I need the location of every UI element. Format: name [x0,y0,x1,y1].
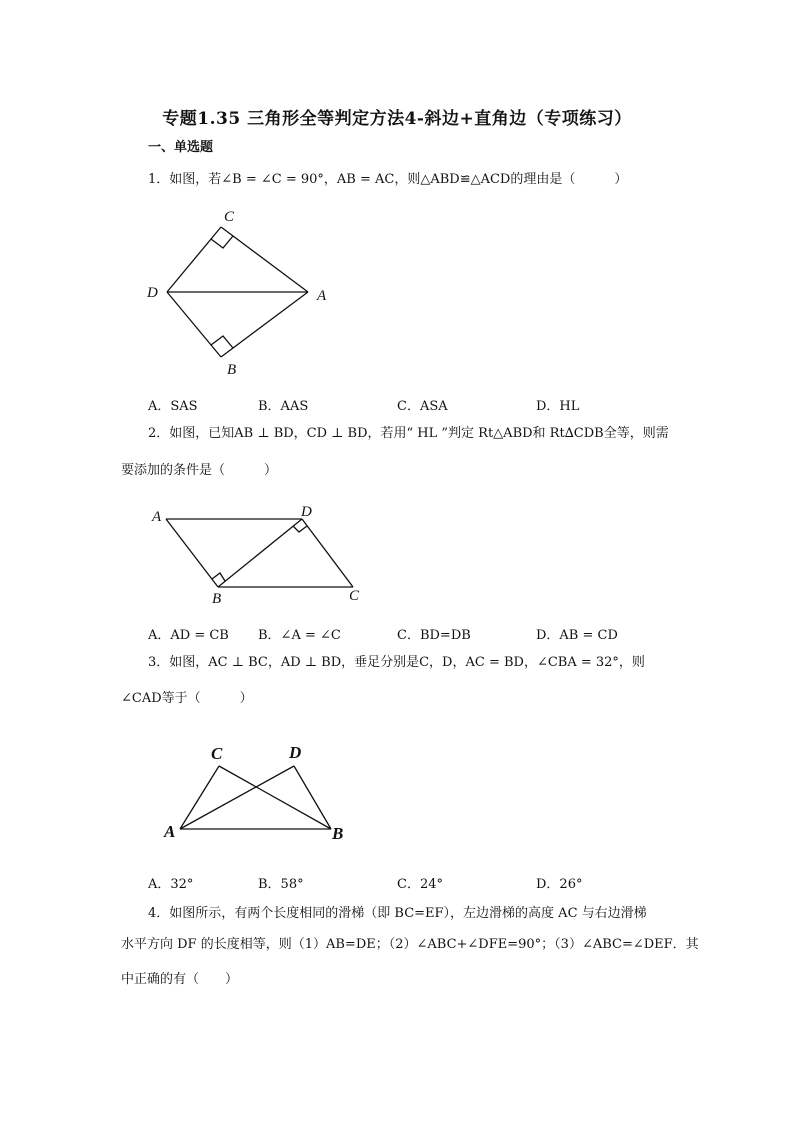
figure-3-label-c: C [211,744,223,763]
question-4-stem-line-2: 水平方向 DF 的长度相等，则（1）AB=DE；（2）∠ABC+∠DFE=90°；（3）∠ABC=∠DEF．其 [121,937,699,952]
figure-3-label-b: B [332,824,344,843]
question-1-stem: 1．如图，若∠B = ∠C = 90°，AB = AC，则△ABD≌△ACD的理由是（ ） [148,172,628,187]
question-4-stem-line-3: 中正确的有（ ） [121,972,239,987]
q3-option-d[interactable]: D．26° [536,877,583,892]
figure-2-label-c: C [349,588,360,604]
q2-option-b[interactable]: B．∠A = ∠C [258,628,341,643]
q1-option-a[interactable]: A．SAS [148,399,198,414]
question-2-stem-line-1: 2．如图，已知AB ⊥ BD，CD ⊥ BD，若用“ HL ”判定 Rt△ABD和 Rt∆CDB全等，则需 [148,426,669,441]
q2-option-d[interactable]: D．AB = CD [536,628,618,643]
figure-2-label-d: D [301,504,312,520]
q1-option-c[interactable]: C．ASA [397,399,448,414]
page-title: 专题1.35 三角形全等判定方法4-斜边+直角边（专项练习） [162,109,632,129]
figure-2-label-b: B [212,591,222,607]
question-2-stem-line-2: 要添加的条件是（ ） [121,463,278,478]
q1-option-b[interactable]: B．AAS [258,399,309,414]
q3-option-b[interactable]: B．58° [258,877,304,892]
q2-option-c[interactable]: C．BD=DB [397,628,471,643]
figure-3-label-d: D [289,743,302,762]
q1-option-d[interactable]: D．HL [536,399,580,414]
question-3-stem-line-2: ∠CAD等于（ ） [121,691,253,706]
q3-option-a[interactable]: A．32° [148,877,194,892]
figure-1-label-d: D [147,285,158,301]
figure-1-label-b: B [227,362,237,378]
figure-2-label-a: A [152,509,162,525]
q2-option-a[interactable]: A．AD = CB [148,628,229,643]
question-3-figure [155,735,365,845]
figure-1-label-c: C [224,209,235,225]
question-1-figure [130,200,350,380]
q3-option-c[interactable]: C．24° [397,877,443,892]
figure-3-label-a: A [164,822,176,841]
question-2-figure [140,500,380,610]
question-4-stem-line-1: 4．如图所示，有两个长度相同的滑梯（即 BC=EF），左边滑梯的高度 AC 与右边滑梯 [148,906,647,921]
figure-1-label-a: A [317,288,327,304]
section-heading: 一、单选题 [148,140,214,155]
question-3-stem-line-1: 3．如图，AC ⊥ BC，AD ⊥ BD，垂足分别是C，D，AC = BD，∠CBA = 32°，则 [148,655,645,670]
